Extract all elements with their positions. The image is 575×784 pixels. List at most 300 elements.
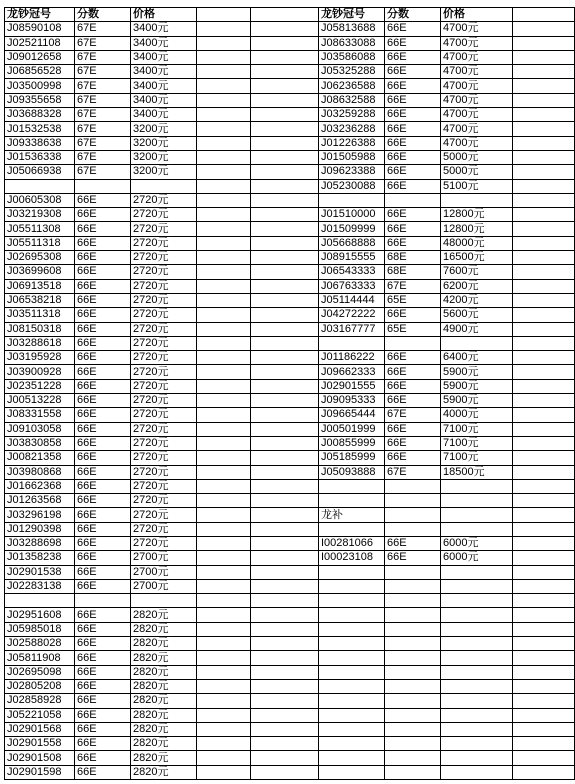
left-price-cell: 3400元 [131, 79, 197, 93]
right-grade-cell [385, 579, 441, 593]
table-row [5, 193, 575, 207]
table-row [5, 508, 575, 522]
right-grade-cell: 66E [385, 222, 441, 236]
right-grade-cell [385, 722, 441, 736]
empty-cell [513, 565, 575, 579]
left-serial-cell: J02901558 [5, 737, 75, 751]
right-price-cell [441, 508, 513, 522]
empty-cell [513, 679, 575, 693]
empty-cell [513, 179, 575, 193]
empty-cell [197, 594, 251, 608]
left-grade-cell: 66E [75, 608, 131, 622]
left-grade-cell: 66E [75, 479, 131, 493]
right-serial-cell [319, 336, 385, 350]
right-price-cell: 7100元 [441, 436, 513, 450]
right-grade-cell [385, 694, 441, 708]
right-price-cell: 4700元 [441, 136, 513, 150]
right-serial-cell: J03586088 [319, 50, 385, 64]
left-serial-cell: J05066938 [5, 165, 75, 179]
empty-cell [251, 336, 319, 350]
table-row [5, 436, 575, 450]
empty-cell [251, 536, 319, 550]
empty-cell [513, 251, 575, 265]
empty-cell [251, 422, 319, 436]
right-grade-cell [385, 565, 441, 579]
left-price-cell: 3400元 [131, 36, 197, 50]
right-price-cell: 5100元 [441, 179, 513, 193]
empty-cell [513, 708, 575, 722]
price-list-table [4, 7, 575, 780]
right-grade-cell: 66E [385, 208, 441, 222]
right-serial-cell: J03167777 [319, 322, 385, 336]
left-grade-cell: 66E [75, 522, 131, 536]
right-serial-cell [319, 193, 385, 207]
left-serial-cell: J01662368 [5, 479, 75, 493]
left-price-cell [131, 179, 197, 193]
left-serial-cell: J02951608 [5, 608, 75, 622]
right-price-cell: 4700元 [441, 93, 513, 107]
left-serial-cell: J01358238 [5, 551, 75, 565]
right-price-cell: 4700元 [441, 22, 513, 36]
right-price-cell [441, 579, 513, 593]
right-grade-cell [385, 336, 441, 350]
empty-cell [251, 351, 319, 365]
left-grade-cell: 67E [75, 36, 131, 50]
empty-cell [513, 22, 575, 36]
left-price-cell: 2820元 [131, 679, 197, 693]
empty-cell [513, 522, 575, 536]
right-price-cell [441, 608, 513, 622]
left-grade-cell: 67E [75, 93, 131, 107]
left-serial-cell: J03288698 [5, 536, 75, 550]
empty-cell [197, 122, 251, 136]
empty-cell [251, 308, 319, 322]
left-grade-cell: 66E [75, 565, 131, 579]
empty-cell [197, 165, 251, 179]
left-serial-cell: J03830858 [5, 436, 75, 450]
left-grade-cell: 66E [75, 365, 131, 379]
right-grade-cell [385, 637, 441, 651]
empty-cell [251, 765, 319, 779]
right-grade-cell: 66E [385, 150, 441, 164]
empty-cell [197, 751, 251, 765]
left-price-cell: 3400元 [131, 22, 197, 36]
left-grade-cell: 67E [75, 165, 131, 179]
right-grade-cell [385, 494, 441, 508]
table-row [5, 394, 575, 408]
right-serial-cell: J02901555 [319, 379, 385, 393]
right-price-cell [441, 637, 513, 651]
right-grade-cell [385, 679, 441, 693]
empty-cell [251, 565, 319, 579]
empty-cell [513, 193, 575, 207]
right-serial-cell: 龙补 [319, 508, 385, 522]
left-serial-cell: J06856528 [5, 65, 75, 79]
left-serial-cell: J03511318 [5, 308, 75, 322]
empty-cell [251, 251, 319, 265]
empty-cell [513, 637, 575, 651]
right-price-cell: 5900元 [441, 394, 513, 408]
left-grade-cell: 67E [75, 79, 131, 93]
right-price-cell: 5000元 [441, 150, 513, 164]
left-price-cell: 2820元 [131, 694, 197, 708]
empty-cell [513, 536, 575, 550]
empty-cell [197, 150, 251, 164]
right-grade-cell: 66E [385, 365, 441, 379]
left-serial-cell: J01290398 [5, 522, 75, 536]
left-grade-cell: 66E [75, 451, 131, 465]
right-grade-cell [385, 508, 441, 522]
left-grade-cell: 67E [75, 150, 131, 164]
empty-cell [251, 8, 319, 22]
left-grade-cell: 66E [75, 208, 131, 222]
empty-cell [197, 579, 251, 593]
right-price-cell [441, 737, 513, 751]
empty-cell [251, 508, 319, 522]
table-row [5, 665, 575, 679]
empty-cell [197, 536, 251, 550]
right-grade-cell: 66E [385, 551, 441, 565]
left-price-cell: 2720元 [131, 436, 197, 450]
empty-cell [251, 479, 319, 493]
left-serial-cell: J05221058 [5, 708, 75, 722]
empty-cell [251, 79, 319, 93]
right-grade-cell [385, 479, 441, 493]
table-row [5, 179, 575, 193]
left-price-cell: 2720元 [131, 222, 197, 236]
left-price-cell: 3200元 [131, 122, 197, 136]
empty-cell [513, 150, 575, 164]
empty-cell [197, 665, 251, 679]
right-serial-cell: J05114444 [319, 293, 385, 307]
empty-cell [197, 22, 251, 36]
left-price-cell: 2720元 [131, 351, 197, 365]
table-row [5, 79, 575, 93]
left-serial-cell: J02901508 [5, 751, 75, 765]
empty-cell [197, 322, 251, 336]
empty-cell [197, 494, 251, 508]
empty-cell [513, 208, 575, 222]
empty-cell [251, 394, 319, 408]
empty-cell [251, 465, 319, 479]
right-grade-cell: 66E [385, 93, 441, 107]
right-serial-cell: J05230088 [319, 179, 385, 193]
empty-cell [251, 222, 319, 236]
right-serial-cell: J03236288 [319, 122, 385, 136]
right-price-cell [441, 193, 513, 207]
empty-cell [251, 708, 319, 722]
empty-cell [251, 365, 319, 379]
right-serial-cell: J05093888 [319, 465, 385, 479]
left-serial-cell: J09012658 [5, 50, 75, 64]
right-grade-cell: 66E [385, 179, 441, 193]
right-grade-cell: 65E [385, 322, 441, 336]
left-grade-cell: 66E [75, 408, 131, 422]
right-price-cell [441, 722, 513, 736]
table-row [5, 551, 575, 565]
right-serial-cell: J01510000 [319, 208, 385, 222]
empty-cell [197, 679, 251, 693]
table-row [5, 365, 575, 379]
left-grade-cell: 66E [75, 651, 131, 665]
left-price-cell: 2820元 [131, 637, 197, 651]
empty-cell [513, 336, 575, 350]
empty-cell [251, 436, 319, 450]
empty-cell [251, 722, 319, 736]
right-price-cell [441, 336, 513, 350]
left-price-cell: 2720元 [131, 451, 197, 465]
right-grade-cell: 66E [385, 394, 441, 408]
right-grade-cell: 65E [385, 293, 441, 307]
right-serial-cell: J05185999 [319, 451, 385, 465]
right-price-cell: 7100元 [441, 451, 513, 465]
empty-cell [251, 179, 319, 193]
table-row [5, 93, 575, 107]
empty-cell [197, 365, 251, 379]
right-serial-cell: J04272222 [319, 308, 385, 322]
empty-cell [197, 722, 251, 736]
empty-cell [513, 594, 575, 608]
empty-cell [251, 136, 319, 150]
left-grade-cell [75, 179, 131, 193]
left-price-cell: 2720元 [131, 379, 197, 393]
empty-cell [251, 408, 319, 422]
left-price-cell: 2820元 [131, 651, 197, 665]
right-serial-cell: I00023108 [319, 551, 385, 565]
right-grade-cell [385, 751, 441, 765]
empty-cell [197, 265, 251, 279]
right-serial-cell: J06543333 [319, 265, 385, 279]
left-grade-cell: 66E [75, 694, 131, 708]
right-serial-cell: J06236588 [319, 79, 385, 93]
left-price-cell: 2700元 [131, 551, 197, 565]
left-serial-cell: J01263568 [5, 494, 75, 508]
empty-cell [251, 208, 319, 222]
left-grade-cell: 66E [75, 322, 131, 336]
right-price-cell [441, 751, 513, 765]
right-grade-cell: 66E [385, 65, 441, 79]
right-serial-cell: J05325288 [319, 65, 385, 79]
table-row [5, 637, 575, 651]
table-row [5, 479, 575, 493]
left-serial-cell: J03296198 [5, 508, 75, 522]
left-serial-cell: J02695098 [5, 665, 75, 679]
right-serial-cell [319, 722, 385, 736]
table-row [5, 708, 575, 722]
left-grade-cell: 66E [75, 508, 131, 522]
empty-cell [251, 65, 319, 79]
right-serial-cell: J00855999 [319, 436, 385, 450]
empty-cell [197, 179, 251, 193]
left-grade-cell: 66E [75, 336, 131, 350]
empty-cell [197, 236, 251, 250]
empty-cell [513, 551, 575, 565]
right-serial-cell: J08633088 [319, 36, 385, 50]
left-grade-cell: 66E [75, 222, 131, 236]
right-serial-cell [319, 751, 385, 765]
right-price-cell [441, 622, 513, 636]
left-serial-cell: J03699608 [5, 265, 75, 279]
table-row [5, 579, 575, 593]
table-row [5, 336, 575, 350]
empty-cell [513, 222, 575, 236]
table-row [5, 565, 575, 579]
table-row [5, 765, 575, 779]
empty-cell [251, 93, 319, 107]
left-price-cell: 2820元 [131, 751, 197, 765]
empty-cell [513, 479, 575, 493]
left-grade-cell: 67E [75, 50, 131, 64]
empty-cell [251, 379, 319, 393]
empty-cell [251, 494, 319, 508]
right-price-cell: 16500元 [441, 251, 513, 265]
empty-cell [513, 365, 575, 379]
right-serial-cell [319, 565, 385, 579]
left-grade-cell: 66E [75, 422, 131, 436]
empty-cell [251, 165, 319, 179]
table-row [5, 50, 575, 64]
left-serial-cell: J02351228 [5, 379, 75, 393]
table-row [5, 22, 575, 36]
table-row [5, 737, 575, 751]
left-price-cell: 2720元 [131, 336, 197, 350]
empty-cell [513, 136, 575, 150]
left-grade-cell: 66E [75, 379, 131, 393]
left-grade-cell: 66E [75, 765, 131, 779]
table-row [5, 451, 575, 465]
left-price-cell: 2720元 [131, 251, 197, 265]
empty-cell [251, 694, 319, 708]
left-price-cell: 2820元 [131, 665, 197, 679]
right-price-cell [441, 665, 513, 679]
left-price-cell: 2700元 [131, 565, 197, 579]
right-price-cell [441, 494, 513, 508]
right-serial-cell: J09623388 [319, 165, 385, 179]
right-serial-cell: J01505988 [319, 150, 385, 164]
empty-cell [251, 665, 319, 679]
right-price-cell [441, 765, 513, 779]
left-grade-cell: 66E [75, 308, 131, 322]
left-grade-cell [75, 594, 131, 608]
left-serial-cell: J05811908 [5, 651, 75, 665]
left-serial-cell: J05985018 [5, 622, 75, 636]
empty-cell [197, 737, 251, 751]
left-price-cell: 2720元 [131, 193, 197, 207]
empty-cell [197, 93, 251, 107]
right-serial-cell [319, 651, 385, 665]
left-serial-cell: J02805208 [5, 679, 75, 693]
left-price-cell: 2720元 [131, 279, 197, 293]
empty-cell [251, 594, 319, 608]
empty-cell [513, 508, 575, 522]
empty-cell [513, 293, 575, 307]
table-row [5, 150, 575, 164]
left-serial-cell: J00821358 [5, 451, 75, 465]
table-row [5, 251, 575, 265]
right-serial-cell [319, 579, 385, 593]
right-grade-cell [385, 665, 441, 679]
left-price-cell: 2820元 [131, 737, 197, 751]
right-grade-cell [385, 737, 441, 751]
left-serial-cell: J08150318 [5, 322, 75, 336]
empty-cell [197, 36, 251, 50]
right-grade-cell: 66E [385, 436, 441, 450]
right-grade-cell [385, 622, 441, 636]
right-price-cell [441, 565, 513, 579]
empty-cell [251, 279, 319, 293]
right-price-cell: 4900元 [441, 322, 513, 336]
empty-cell [197, 765, 251, 779]
empty-cell [513, 8, 575, 22]
header-grade-right: 分数 [385, 8, 441, 22]
empty-cell [197, 193, 251, 207]
left-serial-cell: J05511308 [5, 222, 75, 236]
right-serial-cell: J01226388 [319, 136, 385, 150]
empty-cell [197, 208, 251, 222]
empty-cell [513, 322, 575, 336]
right-price-cell: 4000元 [441, 408, 513, 422]
empty-cell [197, 565, 251, 579]
left-grade-cell: 66E [75, 536, 131, 550]
empty-cell [513, 722, 575, 736]
empty-cell [513, 122, 575, 136]
empty-cell [513, 351, 575, 365]
empty-cell [197, 79, 251, 93]
left-grade-cell: 66E [75, 665, 131, 679]
left-price-cell: 2820元 [131, 608, 197, 622]
left-price-cell: 3400元 [131, 50, 197, 64]
left-price-cell: 2820元 [131, 622, 197, 636]
left-grade-cell: 66E [75, 737, 131, 751]
empty-cell [513, 108, 575, 122]
left-price-cell: 2820元 [131, 722, 197, 736]
left-grade-cell: 66E [75, 265, 131, 279]
empty-cell [513, 436, 575, 450]
left-grade-cell: 66E [75, 193, 131, 207]
right-grade-cell: 66E [385, 50, 441, 64]
empty-cell [197, 65, 251, 79]
empty-cell [251, 265, 319, 279]
right-price-cell: 6000元 [441, 536, 513, 550]
left-grade-cell: 66E [75, 494, 131, 508]
right-serial-cell [319, 594, 385, 608]
right-serial-cell [319, 708, 385, 722]
right-price-cell [441, 694, 513, 708]
right-price-cell: 4700元 [441, 65, 513, 79]
right-price-cell: 6400元 [441, 351, 513, 365]
header-price-right: 价格 [441, 8, 513, 22]
right-serial-cell [319, 737, 385, 751]
right-serial-cell [319, 522, 385, 536]
table-row [5, 622, 575, 636]
left-serial-cell: J08331558 [5, 408, 75, 422]
table-row [5, 322, 575, 336]
empty-cell [513, 236, 575, 250]
right-price-cell: 6000元 [441, 551, 513, 565]
table-row [5, 408, 575, 422]
right-grade-cell: 66E [385, 351, 441, 365]
right-grade-cell: 67E [385, 408, 441, 422]
empty-cell [197, 108, 251, 122]
left-price-cell: 2820元 [131, 708, 197, 722]
right-serial-cell: J05813688 [319, 22, 385, 36]
empty-cell [197, 394, 251, 408]
empty-cell [197, 436, 251, 450]
right-grade-cell: 68E [385, 265, 441, 279]
left-serial-cell: J05511318 [5, 236, 75, 250]
left-grade-cell: 66E [75, 394, 131, 408]
right-serial-cell [319, 765, 385, 779]
